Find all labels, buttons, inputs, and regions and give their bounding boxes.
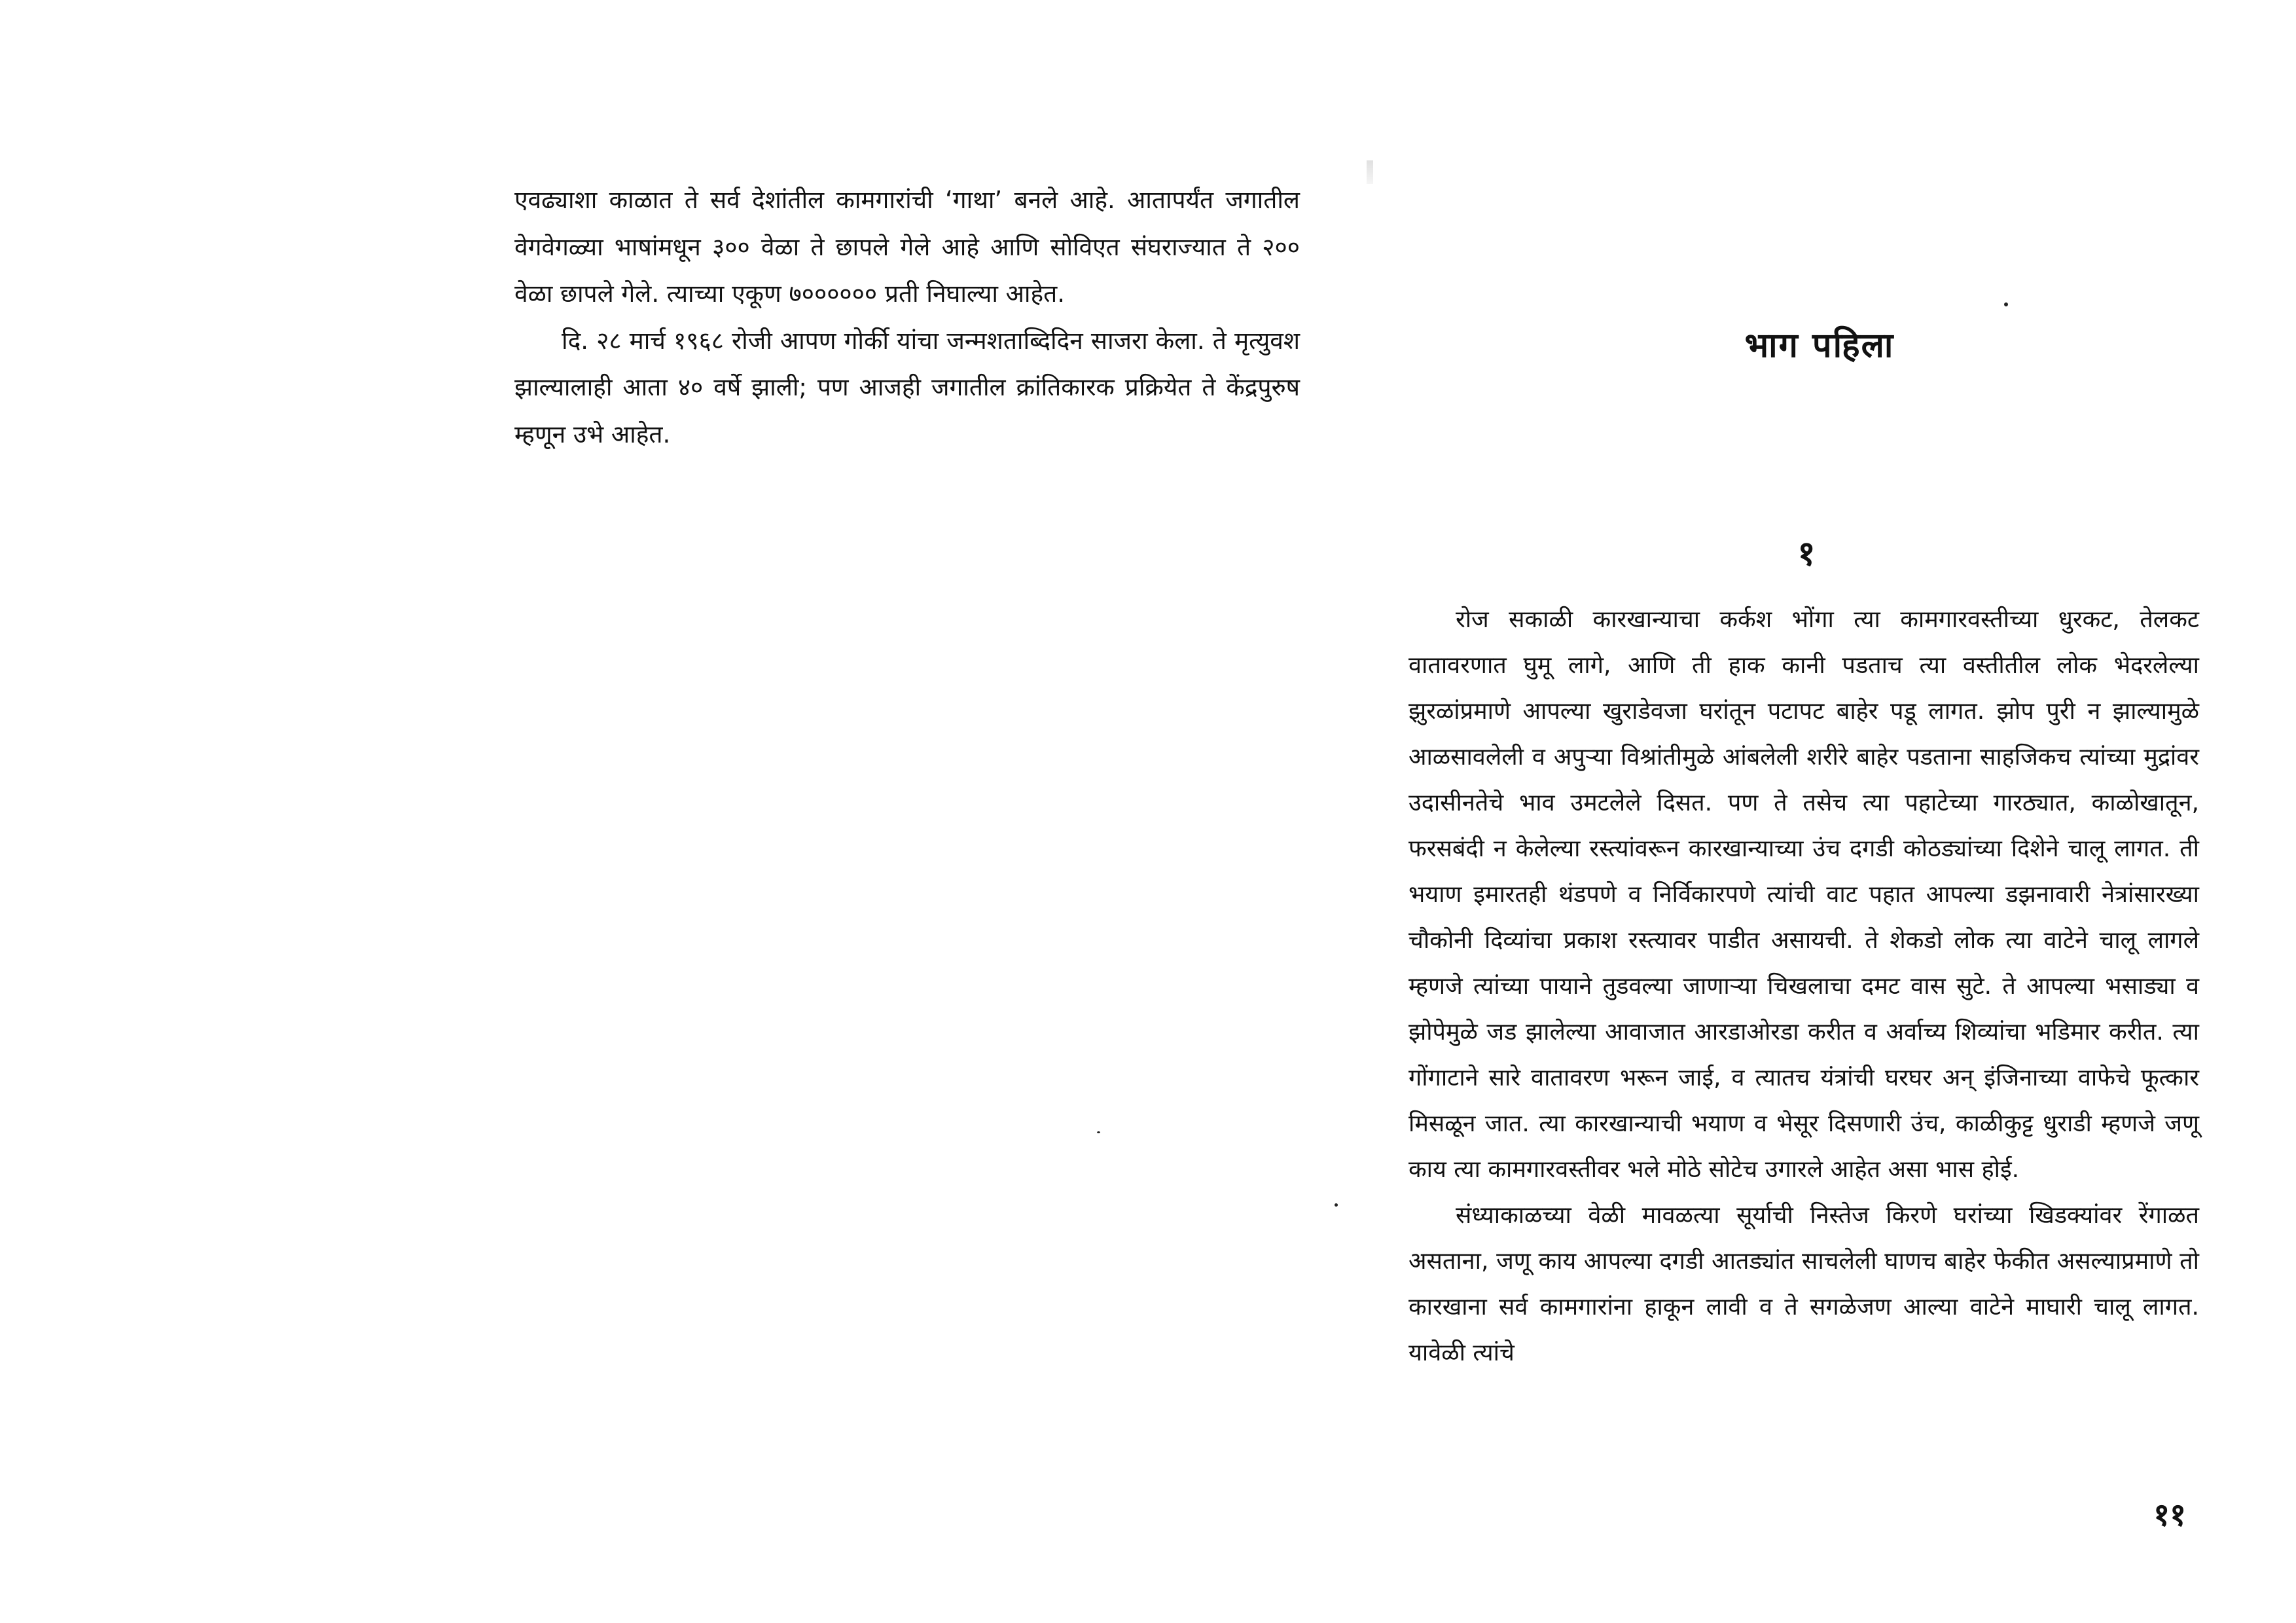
left-page-text	[514, 177, 1300, 458]
chapter-number: १	[1797, 534, 1816, 574]
left-paragraph-2: दि. २८ मार्च १९६८ रोजी आपण गोर्की यांचा जन्मशताब्दिदिन साजरा केला. ते मृत्युवश झाल्यालाही आता ४० वर्षे झाली; पण आजही जगातील क्रांतिकारक प्रक्रियेत ते केंद्रपुरुष म्हणून उभे आहेत.	[514, 326, 1300, 448]
ink-speck	[2004, 302, 2008, 306]
ink-speck	[1335, 1203, 1338, 1207]
page-number: ११	[2153, 1497, 2186, 1533]
right-paragraph-2: संध्याकाळच्या वेळी मावळत्या सूर्याची निस्तेज किरणे घरांच्या खिडक्यांवर रेंगाळत असताना, जणू काय आपल्या दगडी आतड्यांत साचलेली घाणच बाहेर फेकीत असल्याप्रमाणे तो कारखाना सर्व कामगारांना हाकून लावी व ते सगळेजण आल्या वाटेने माघारी चालू लागत. यावेळी त्यांचे	[1408, 1202, 2199, 1366]
right-paragraph-1: रोज सकाळी कारखान्याचा कर्कश भोंगा त्या कामगारवस्तीच्या धुरकट, तेलकट वातावरणात घुमू लागे, आणि ती हाक कानी पडताच त्या वस्तीतील लोक भेदरलेल्या झुरळांप्रमाणे आपल्या खुराडेवजा घरांतून पटापट बाहेर पडू लागत. झोप पुरी न झाल्यामुळे आळसावलेली व अपुऱ्या विश्रांतीमुळे आंबलेली शरीरे बाहेर पडताना साहजिकच त्यांच्या मुद्रांवर उदासीनतेचे भाव उमटलेले दिसत. पण ते तसेच त्या पहाटेच्या गारठ्यात, काळोखातून, फरसबंदी न केलेल्या रस्त्यांवरून कारखान्याच्या उंच दगडी कोठड्यांच्या दिशेने चालू लागत. ती भयाण इमारतही थंडपणे व निर्विकारपणे त्यांची वाट पहात आपल्या डझनावारी नेत्रांसारख्या चौकोनी दिव्यांचा प्रकाश रस्त्यावर पाडीत असायची. ते शेकडो लोक त्या वाटेने चालू लागले म्हणजे त्यांच्या पायाने तुडवल्या जाणाऱ्या चिखलाचा दमट वास सुटे. ते आपल्या भसाड्या व झोपेमुळे जड झालेल्या आवाजात आरडाओरडा करीत व अर्वाच्य शिव्यांचा भडिमार करीत. त्या गोंगाटाने सारे वातावरण भरून जाई, व त्यातच यंत्रांची घरघर अन् इंजिनाच्या वाफेचे फूत्कार मिसळून जात. त्या कारखान्याची भयाण व भेसूर दिसणारी उंच, काळीकुट्ट धुराडी म्हणजे जणू काय त्या कामगारवस्तीवर भले मोठे सोटेच उगारले आहेत असा भास होई.	[1408, 606, 2199, 1183]
right-page-text	[1408, 597, 2199, 1376]
part-title: भाग पहिला	[1744, 326, 1895, 365]
left-paragraph-1: एवढ्याशा काळात ते सर्व देशांतील कामगारांची ‘गाथा’ बनले आहे. आतापर्यंत जगातील वेगवेगळ्या भाषांमधून ३०० वेळा ते छापले गेले आहे आणि सोविएत संघराज्यात ते २०० वेळा छापले गेले. त्याच्या एकूण ७०००००० प्रती निघाल्या आहेत.	[514, 186, 1300, 308]
ink-speck	[1097, 1131, 1100, 1133]
